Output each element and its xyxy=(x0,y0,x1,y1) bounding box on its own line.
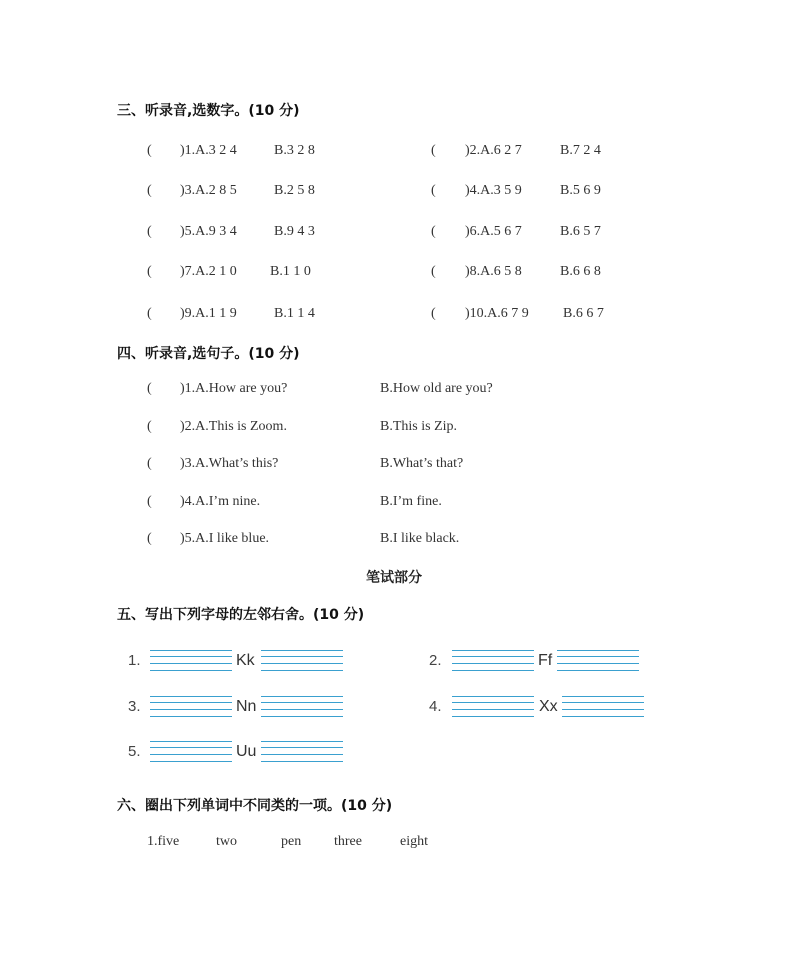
question-option-b: B.6 6 8 xyxy=(560,264,601,279)
answer-paren: ( xyxy=(431,183,436,198)
question-option-a: )9.A.1 1 9 xyxy=(180,306,237,321)
answer-paren: ( xyxy=(147,224,152,239)
question-option-b: B.1 1 0 xyxy=(270,264,311,279)
sentence-option-b: B.How old are you? xyxy=(380,381,493,396)
section-3-heading: 三、听录音,选数字。(10 分) xyxy=(117,103,300,119)
writing-lines-right[interactable] xyxy=(557,650,639,672)
question-option-a: )5.A.9 3 4 xyxy=(180,224,237,239)
word-choice[interactable]: pen xyxy=(281,834,302,849)
word-choice[interactable]: 1.five xyxy=(147,834,180,849)
letter-pair: Nn xyxy=(236,698,257,715)
written-section-title: 笔试部分 xyxy=(366,570,422,586)
section-4-heading: 四、听录音,选句子。(10 分) xyxy=(117,346,300,362)
letter-item-number: 2. xyxy=(429,652,442,669)
writing-lines-right[interactable] xyxy=(261,696,343,718)
writing-lines-left[interactable] xyxy=(150,650,232,672)
answer-paren: ( xyxy=(431,306,436,321)
writing-lines-right[interactable] xyxy=(261,650,343,672)
word-choice[interactable]: eight xyxy=(400,834,428,849)
writing-lines-left[interactable] xyxy=(150,696,232,718)
question-option-a: )8.A.6 5 8 xyxy=(465,264,522,279)
question-option-b: B.6 5 7 xyxy=(560,224,601,239)
answer-paren: ( xyxy=(147,143,152,158)
question-option-a: )4.A.3 5 9 xyxy=(465,183,522,198)
answer-paren: ( xyxy=(147,531,152,546)
sentence-option-a: )5.A.I like blue. xyxy=(180,531,270,546)
writing-lines-right[interactable] xyxy=(562,696,644,718)
letter-pair: Xx xyxy=(539,698,558,715)
question-option-b: B.1 1 4 xyxy=(274,306,315,321)
letter-item-number: 3. xyxy=(128,698,141,715)
sentence-option-b: B.I’m fine. xyxy=(380,494,442,509)
answer-paren: ( xyxy=(431,224,436,239)
letter-pair: Uu xyxy=(236,743,257,760)
answer-paren: ( xyxy=(431,143,436,158)
letter-item-number: 1. xyxy=(128,652,141,669)
sentence-option-b: B.What’s that? xyxy=(380,456,464,471)
question-option-b: B.9 4 3 xyxy=(274,224,315,239)
answer-paren: ( xyxy=(147,419,152,434)
answer-paren: ( xyxy=(147,264,152,279)
section-6-heading: 六、圈出下列单词中不同类的一项。(10 分) xyxy=(117,798,393,814)
letter-item-number: 5. xyxy=(128,743,141,760)
question-option-a: )10.A.6 7 9 xyxy=(465,306,529,321)
answer-paren: ( xyxy=(147,456,152,471)
question-option-a: )6.A.5 6 7 xyxy=(465,224,522,239)
sentence-option-a: )1.A.How are you? xyxy=(180,381,288,396)
sentence-option-b: B.This is Zip. xyxy=(380,419,458,434)
writing-lines-left[interactable] xyxy=(452,650,534,672)
sentence-option-b: B.I like black. xyxy=(380,531,460,546)
writing-lines-right[interactable] xyxy=(261,741,343,763)
answer-paren: ( xyxy=(147,494,152,509)
answer-paren: ( xyxy=(147,381,152,396)
sentence-option-a: )3.A.What’s this? xyxy=(180,456,279,471)
question-option-b: B.2 5 8 xyxy=(274,183,315,198)
sentence-option-a: )2.A.This is Zoom. xyxy=(180,419,287,434)
question-option-b: B.6 6 7 xyxy=(563,306,604,321)
answer-paren: ( xyxy=(147,183,152,198)
letter-pair: Kk xyxy=(236,652,255,669)
answer-paren: ( xyxy=(431,264,436,279)
word-choice[interactable]: three xyxy=(334,834,362,849)
question-option-a: )7.A.2 1 0 xyxy=(180,264,237,279)
writing-lines-left[interactable] xyxy=(452,696,534,718)
word-choice[interactable]: two xyxy=(216,834,237,849)
question-option-a: )2.A.6 2 7 xyxy=(465,143,522,158)
writing-lines-left[interactable] xyxy=(150,741,232,763)
question-option-a: )3.A.2 8 5 xyxy=(180,183,237,198)
letter-pair: Ff xyxy=(538,652,553,669)
answer-paren: ( xyxy=(147,306,152,321)
question-option-b: B.7 2 4 xyxy=(560,143,601,158)
section-5-heading: 五、写出下列字母的左邻右舍。(10 分) xyxy=(117,607,365,623)
question-option-b: B.3 2 8 xyxy=(274,143,315,158)
question-option-a: )1.A.3 2 4 xyxy=(180,143,237,158)
letter-item-number: 4. xyxy=(429,698,442,715)
question-option-b: B.5 6 9 xyxy=(560,183,601,198)
sentence-option-a: )4.A.I’m nine. xyxy=(180,494,261,509)
